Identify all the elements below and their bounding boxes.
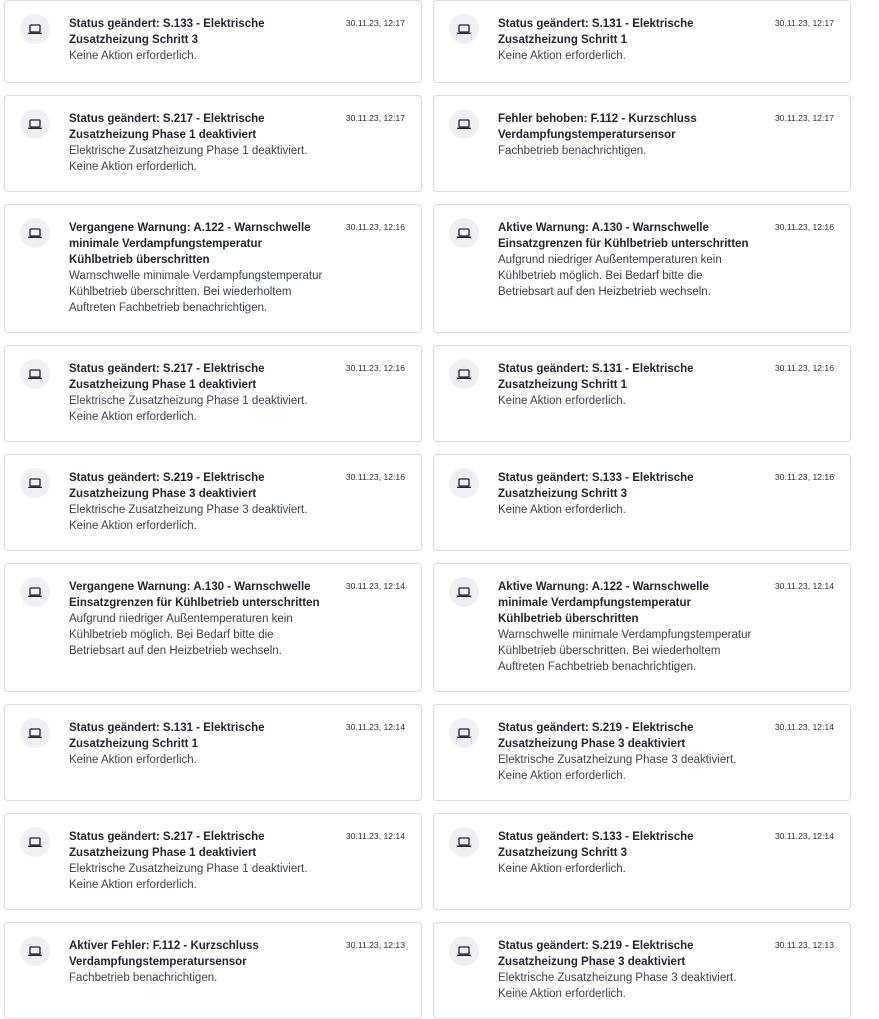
notification-message: Keine Aktion erforderlich.: [498, 504, 626, 516]
notification-message: Elektrische Zusatzheizung Phase 1 deaktiviert. Keine Aktion erforderlich.: [69, 145, 308, 173]
laptop-icon: [20, 109, 50, 139]
notification-card[interactable]: [433, 345, 851, 442]
laptop-icon: [20, 936, 50, 966]
notification-title: Status geändert: S.133 - Elektrische Zusatzheizung Schritt 3 Keine Aktion erforderlich.: [69, 16, 327, 64]
notification-message: Elektrische Zusatzheizung Phase 3 deaktiviert. Keine Aktion erforderlich.: [498, 972, 737, 1000]
laptop-icon: [20, 14, 50, 44]
notification-message: Fachbetrieb benachrichtigen.: [498, 145, 647, 157]
notification-timestamp: 30.11.23, 12:17: [774, 113, 834, 123]
notification-card[interactable]: [433, 204, 851, 333]
notification-card[interactable]: [4, 563, 422, 692]
notification-card[interactable]: [4, 204, 422, 333]
notification-timestamp: 30.11.23, 12:14: [774, 722, 834, 732]
notification-timestamp: 30.11.23, 12:14: [345, 831, 405, 841]
laptop-icon: [449, 577, 479, 607]
notification-title: Status geändert: S.133 - Elektrische Zusatzheizung Schritt 3 Keine Aktion erforderlich.: [498, 829, 756, 877]
laptop-icon: [449, 468, 479, 498]
notification-card[interactable]: [4, 704, 422, 801]
notification-card[interactable]: [4, 95, 422, 192]
notification-timestamp: 30.11.23, 12:17: [774, 18, 834, 28]
notification-title: Status geändert: S.131 - Elektrische Zusatzheizung Schritt 1 Keine Aktion erforderlich.: [498, 361, 756, 409]
notification-title: Aktiver Fehler: F.112 - Kurzschluss Verdampfungstemperatursensor Fachbetrieb benachrichtigen.: [69, 938, 327, 986]
notification-title: Aktive Warnung: A.130 - Warnschwelle Einsatzgrenzen für Kühlbetrieb unterschritten Aufgrund niedriger Außentemperaturen kein Kühlbetrieb möglich. Bei Bedarf bitte die Betriebsart auf den Heizbetrieb wechseln.: [498, 220, 756, 300]
laptop-icon: [449, 827, 479, 857]
notification-title: Status geändert: S.219 - Elektrische Zusatzheizung Phase 3 deaktiviert Elektrische Zusatzheizung Phase 3 deaktiviert. Keine Aktion erforderlich.: [498, 720, 756, 784]
notification-message: Keine Aktion erforderlich.: [69, 754, 197, 766]
notification-card[interactable]: [4, 813, 422, 910]
laptop-icon: [449, 109, 479, 139]
notification-timestamp: 30.11.23, 12:13: [345, 940, 405, 950]
notification-title: Vergangene Warnung: A.122 - Warnschwelle minimale Verdampfungstemperatur Kühlbetrieb überschritten Warnschwelle minimale Verdampfungstemperatur Kühlbetrieb überschritten. Bei wiederholtem Auftreten Fachbetrieb benachrichtigen.: [69, 220, 327, 316]
notification-card[interactable]: [4, 922, 422, 1019]
laptop-icon: [449, 936, 479, 966]
notification-message: Elektrische Zusatzheizung Phase 1 deaktiviert. Keine Aktion erforderlich.: [69, 395, 308, 423]
laptop-icon: [449, 359, 479, 389]
notification-timestamp: 30.11.23, 12:13: [774, 940, 834, 950]
notification-message: Elektrische Zusatzheizung Phase 3 deaktiviert. Keine Aktion erforderlich.: [498, 754, 737, 782]
laptop-icon: [20, 359, 50, 389]
notification-message: Keine Aktion erforderlich.: [498, 50, 626, 62]
notification-title: Status geändert: S.131 - Elektrische Zusatzheizung Schritt 1 Keine Aktion erforderlich.: [69, 720, 327, 768]
laptop-icon: [20, 577, 50, 607]
laptop-icon: [449, 14, 479, 44]
notification-card[interactable]: [4, 454, 422, 551]
notification-timestamp: 30.11.23, 12:14: [345, 581, 405, 591]
notification-timestamp: 30.11.23, 12:14: [774, 831, 834, 841]
notification-title: Fehler behoben: F.112 - Kurzschluss Verdampfungstemperatursensor Fachbetrieb benachrichtigen.: [498, 111, 756, 159]
notification-title: Status geändert: S.217 - Elektrische Zusatzheizung Phase 1 deaktiviert Elektrische Zusatzheizung Phase 1 deaktiviert. Keine Aktion erforderlich.: [69, 111, 327, 175]
laptop-icon: [20, 718, 50, 748]
notification-timestamp: 30.11.23, 12:17: [345, 113, 405, 123]
notification-title: Status geändert: S.219 - Elektrische Zusatzheizung Phase 3 deaktiviert Elektrische Zusatzheizung Phase 3 deaktiviert. Keine Aktion erforderlich.: [69, 470, 327, 534]
notification-message: Keine Aktion erforderlich.: [69, 50, 197, 62]
notification-card[interactable]: [433, 95, 851, 192]
notification-title: Status geändert: S.131 - Elektrische Zusatzheizung Schritt 1 Keine Aktion erforderlich.: [498, 16, 756, 64]
notification-card[interactable]: [433, 922, 851, 1019]
notification-timestamp: 30.11.23, 12:14: [774, 581, 834, 591]
notification-timestamp: 30.11.23, 12:16: [345, 363, 405, 373]
notification-message: Keine Aktion erforderlich.: [498, 863, 626, 875]
notification-timestamp: 30.11.23, 12:16: [345, 222, 405, 232]
notification-timestamp: 30.11.23, 12:17: [345, 18, 405, 28]
laptop-icon: [20, 827, 50, 857]
notification-card[interactable]: [433, 454, 851, 551]
notification-title: Status geändert: S.217 - Elektrische Zusatzheizung Phase 1 deaktiviert Elektrische Zusatzheizung Phase 1 deaktiviert. Keine Aktion erforderlich.: [69, 361, 327, 425]
notification-timestamp: 30.11.23, 12:14: [345, 722, 405, 732]
notification-timestamp: 30.11.23, 12:16: [774, 472, 834, 482]
notification-message: Aufgrund niedriger Außentemperaturen kein Kühlbetrieb möglich. Bei Bedarf bitte die Betriebsart auf den Heizbetrieb wechseln.: [498, 254, 722, 298]
notification-title: Vergangene Warnung: A.130 - Warnschwelle Einsatzgrenzen für Kühlbetrieb unterschritten Aufgrund niedriger Außentemperaturen kein Kühlbetrieb möglich. Bei Bedarf bitte die Betriebsart auf den Heizbetrieb wechseln.: [69, 579, 327, 659]
notification-card[interactable]: [433, 563, 851, 692]
notification-card[interactable]: [433, 704, 851, 801]
notification-card[interactable]: [433, 813, 851, 910]
notification-timestamp: 30.11.23, 12:16: [774, 222, 834, 232]
notification-message: Fachbetrieb benachrichtigen.: [69, 972, 218, 984]
notification-card[interactable]: [433, 0, 851, 83]
notification-title: Status geändert: S.133 - Elektrische Zusatzheizung Schritt 3 Keine Aktion erforderlich.: [498, 470, 756, 518]
notification-card[interactable]: [4, 0, 422, 83]
laptop-icon: [20, 218, 50, 248]
notification-message: Warnschwelle minimale Verdampfungstemperatur Kühlbetrieb überschritten. Bei wiederholtem Auftreten Fachbetrieb benachrichtigen.: [69, 270, 323, 314]
laptop-icon: [449, 718, 479, 748]
laptop-icon: [449, 218, 479, 248]
notification-timestamp: 30.11.23, 12:16: [345, 472, 405, 482]
notification-message: Elektrische Zusatzheizung Phase 1 deaktiviert. Keine Aktion erforderlich.: [69, 863, 308, 891]
notification-title: Aktive Warnung: A.122 - Warnschwelle minimale Verdampfungstemperatur Kühlbetrieb überschritten Warnschwelle minimale Verdampfungstemperatur Kühlbetrieb überschritten. Bei wiederholtem Auftreten Fachbetrieb benachrichtigen.: [498, 579, 756, 675]
notification-message: Aufgrund niedriger Außentemperaturen kein Kühlbetrieb möglich. Bei Bedarf bitte die Betriebsart auf den Heizbetrieb wechseln.: [69, 613, 293, 657]
notification-message: Elektrische Zusatzheizung Phase 3 deaktiviert. Keine Aktion erforderlich.: [69, 504, 308, 532]
notification-message: Warnschwelle minimale Verdampfungstemperatur Kühlbetrieb überschritten. Bei wiederholtem Auftreten Fachbetrieb benachrichtigen.: [498, 629, 752, 673]
notification-title: Status geändert: S.217 - Elektrische Zusatzheizung Phase 1 deaktiviert Elektrische Zusatzheizung Phase 1 deaktiviert. Keine Aktion erforderlich.: [69, 829, 327, 893]
laptop-icon: [20, 468, 50, 498]
notification-timestamp: 30.11.23, 12:16: [774, 363, 834, 373]
notification-title: Status geändert: S.219 - Elektrische Zusatzheizung Phase 3 deaktiviert Elektrische Zusatzheizung Phase 3 deaktiviert. Keine Aktion erforderlich.: [498, 938, 756, 1002]
notification-message: Keine Aktion erforderlich.: [498, 395, 626, 407]
notification-card[interactable]: [4, 345, 422, 442]
